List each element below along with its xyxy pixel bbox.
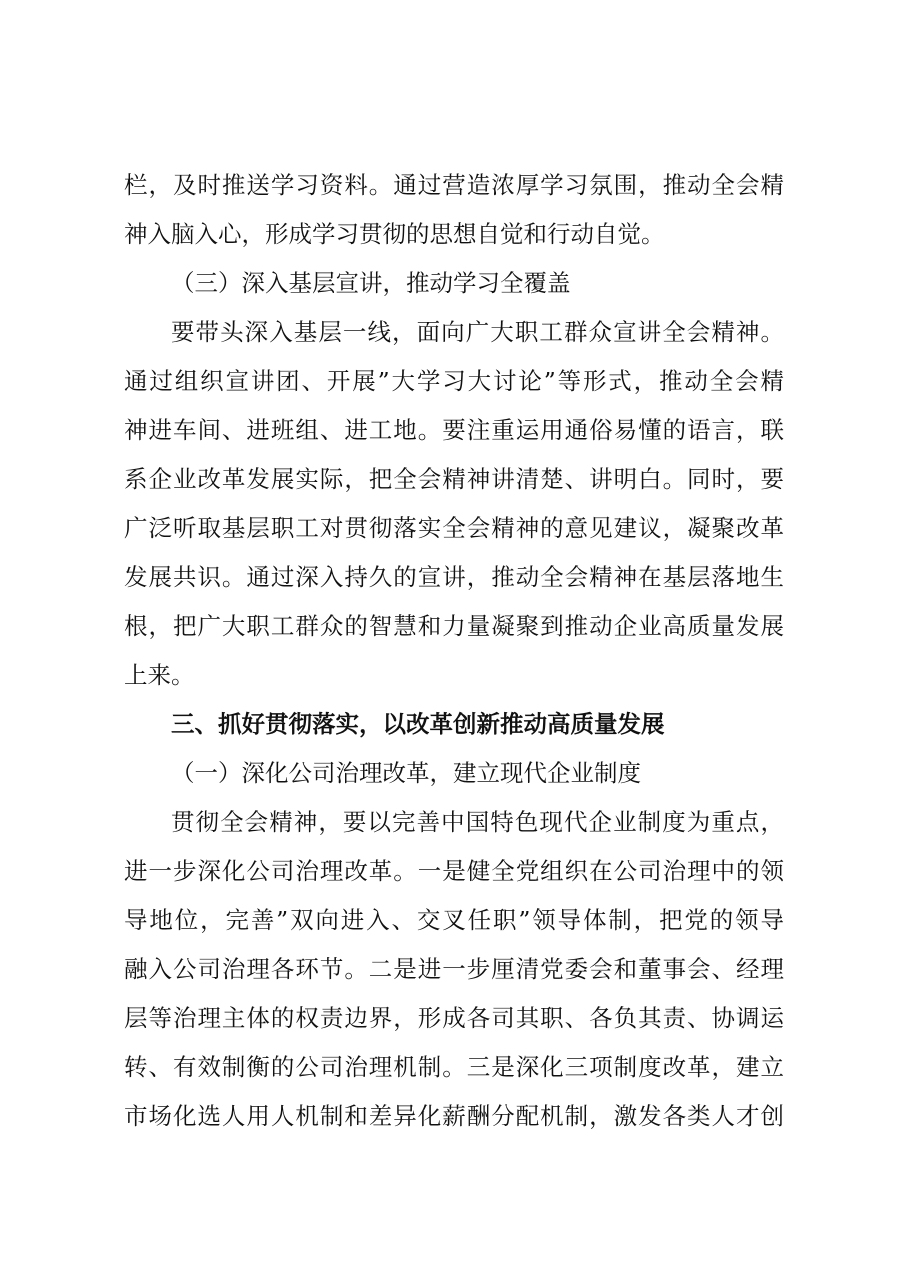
section-heading: 三、抓好贯彻落实，以改革创新推动高质量发展 xyxy=(171,710,665,738)
paragraph-line: 根，把广大职工群众的智慧和力量凝聚到推动企业高质量发展 xyxy=(124,612,784,640)
paragraph-line: 层等治理主体的权责边界，形成各司其职、各负其责、协调运 xyxy=(124,1004,784,1032)
paragraph-line: 神入脑入心，形成学习贯彻的思想自觉和行动自觉。 xyxy=(124,220,665,248)
paragraph-line: 融入公司治理各环节。二是进一步厘清党委会和董事会、经理 xyxy=(124,955,784,983)
paragraph-line: 通过组织宣讲团、开展”大学习大讨论”等形式，推动全会精 xyxy=(124,367,784,395)
section-subheading: （三）深入基层宣讲，推动学习全覆盖 xyxy=(171,269,571,297)
paragraph-line: 贯彻全会精神，要以完善中国特色现代企业制度为重点， xyxy=(171,808,784,836)
paragraph-line: 转、有效制衡的公司治理机制。三是深化三项制度改革，建立 xyxy=(124,1053,784,1081)
paragraph-line: 市场化选人用人机制和差异化薪酬分配机制，激发各类人才创 xyxy=(124,1102,784,1130)
paragraph-line: 神进车间、进班组、进工地。要注重运用通俗易懂的语言，联 xyxy=(124,416,784,444)
paragraph-line: 广泛听取基层职工对贯彻落实全会精神的意见建议，凝聚改革 xyxy=(124,514,784,542)
section-subheading: （一）深化公司治理改革，建立现代企业制度 xyxy=(171,759,641,787)
paragraph-line: 导地位，完善”双向进入、交叉任职”领导体制，把党的领导 xyxy=(124,906,784,934)
paragraph-line: 进一步深化公司治理改革。一是健全党组织在公司治理中的领 xyxy=(124,857,784,885)
paragraph-line: 系企业改革发展实际，把全会精神讲清楚、讲明白。同时，要 xyxy=(124,465,784,493)
paragraph-line: 发展共识。通过深入持久的宣讲，推动全会精神在基层落地生 xyxy=(124,563,784,591)
paragraph-line: 要带头深入基层一线，面向广大职工群众宣讲全会精神。 xyxy=(171,318,784,346)
paragraph-line: 上来。 xyxy=(124,661,195,689)
paragraph-line: 栏，及时推送学习资料。通过营造浓厚学习氛围，推动全会精 xyxy=(124,171,784,199)
